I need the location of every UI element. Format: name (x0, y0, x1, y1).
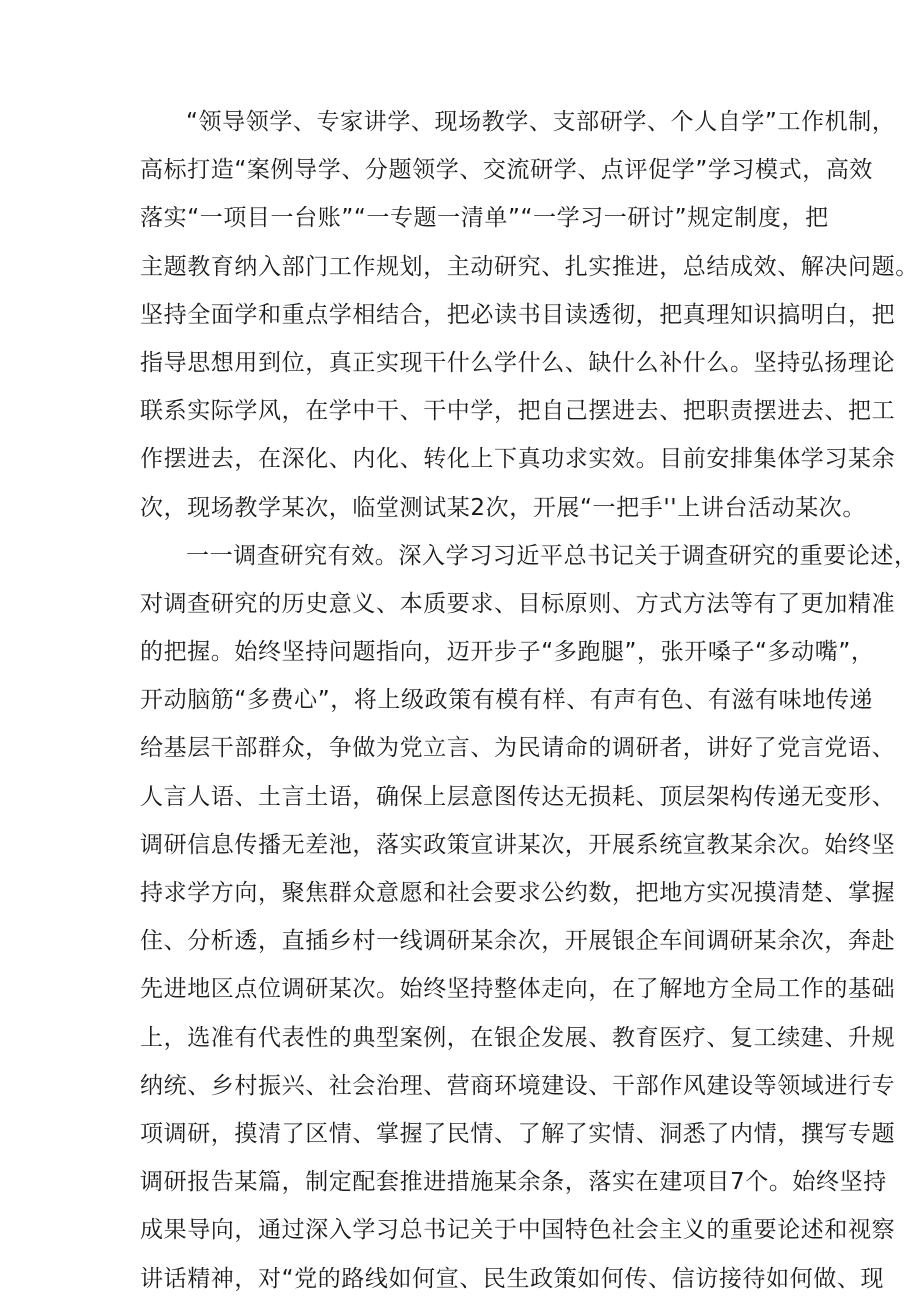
text-line: 调研信息传播无差池，落实政策宣讲某次，开展系统宣教某余次。始终坚 (140, 831, 896, 858)
text-line: 对调查研究的历史意义、本质要求、目标原则、方式方法等有了更加精准 (140, 590, 896, 617)
text-line: 指导思想用到位，真正实现干什么学什么、缺什么补什么。坚持弘扬理论 (140, 349, 896, 376)
text-line: 成果导向，通过深入学习总书记关于中国特色社会主义的重要论述和视察 (140, 1217, 896, 1244)
text-line: 讲话精神，对“党的路线如何宣、民生政策如何传、信访接待如何做、现 (140, 1265, 885, 1292)
paragraph-2 (140, 532, 918, 1303)
text-line: 联系实际学风，在学中干、干中学，把自己摆进去、把职责摆进去、把工 (140, 398, 896, 425)
text-line: 一一调查研究有效。深入学习习近平总书记关于调查研究的重要论述， (186, 542, 918, 569)
text-line: 调研报告某篇，制定配套推进措施某余条，落实在建项目7个。始终坚持 (140, 1169, 887, 1196)
text-line: 作摆进去，在深化、内化、转化上下真功求实效。目前安排集体学习某余 (140, 446, 896, 473)
text-line: 主题教育纳入部门工作规划，主动研究、扎实推进，总结成效、解决问题。 (140, 253, 919, 280)
text-line: 住、分析透，直插乡村一线调研某余次，开展银企车间调研某余次，奔赴 (140, 928, 896, 955)
text-line: 人言人语、土言土语，确保上层意图传达无损耗、顶层架构传递无变形、 (140, 783, 896, 810)
text-line: 先进地区点位调研某次。始终坚持整体走向，在了解地方全局工作的基础 (140, 976, 896, 1003)
text-line: 上，选准有代表性的典型案例，在银企发展、教育医疗、复工续建、升规 (140, 1024, 896, 1051)
text-line: “领导领学、专家讲学、现场教学、支部研学、个人自学”工作机制， (186, 109, 896, 135)
text-line: 给基层干部群众，争做为党立言、为民请命的调研者，讲好了党言党语、 (140, 735, 896, 762)
text-line: 坚持全面学和重点学相结合，把必读书目读透彻，把真理知识搞明白，把 (140, 301, 896, 328)
body-text (140, 98, 919, 1303)
text-line: 持求学方向，聚焦群众意愿和社会要求公约数，把地方实况摸清楚、掌握 (140, 880, 896, 906)
paragraph-1 (140, 98, 919, 532)
text-line: 开动脑筋“多费心”，将上级政策有模有样、有声有色、有滋有味地传递 (140, 687, 874, 714)
text-line: 的把握。始终坚持问题指向，迈开步子“多跑腿”，张开嗓子“多动嘴”， (140, 639, 875, 666)
text-line: 纳统、乡村振兴、社会治理、营商环境建设、干部作风建设等领域进行专 (140, 1072, 896, 1099)
text-line: 项调研，摸清了区情、掌握了民情、了解了实情、洞悉了内情，撰写专题 (140, 1120, 896, 1147)
text-line: 高标打造“案例导学、分题领学、交流研学、点评促学”学习模式，高效 (140, 157, 874, 184)
text-line: 落实“一项目一台账”“一专题一清单”“一学习一研讨”规定制度，把 (140, 205, 829, 232)
text-line: 次，现场教学某次，临堂测试某2次，开展“一把手''上讲台活动某次。 (140, 494, 866, 521)
